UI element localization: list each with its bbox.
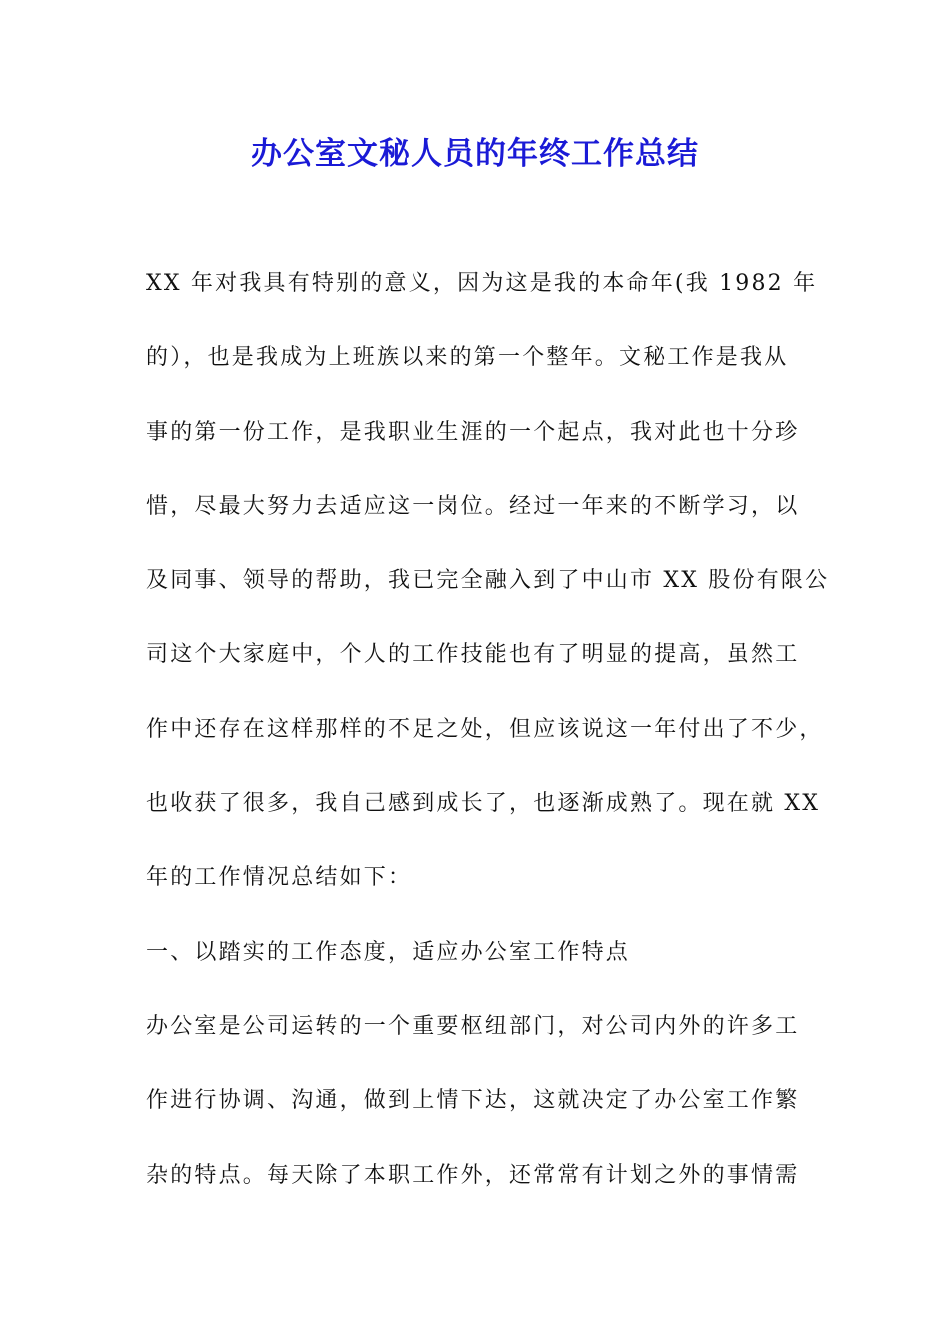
document-body	[146, 258, 830, 1224]
paragraph-line: 办公室是公司运转的一个重要枢纽部门，对公司内外的许多工	[146, 1013, 800, 1039]
document-title: 办公室文秘人员的年终工作总结	[251, 136, 699, 172]
paragraph-line: 的），也是我成为上班族以来的第一个整年。文秘工作是我从	[146, 345, 789, 371]
paragraph-line: 及同事、领导的帮助，我已完全融入到了中山市 XX 股份有限公	[146, 568, 830, 594]
paragraph-line: 杂的特点。每天除了本职工作外，还常常有计划之外的事情需	[146, 1162, 800, 1188]
paragraph-line: 惜，尽最大努力去适应这一岗位。经过一年来的不断学习，以	[146, 493, 800, 519]
paragraph-line: 事的第一份工作，是我职业生涯的一个起点，我对此也十分珍	[146, 419, 800, 445]
section-heading: 一、以踏实的工作态度，适应办公室工作特点	[146, 939, 631, 965]
paragraph-line: 作中还存在这样那样的不足之处，但应该说这一年付出了不少，	[146, 716, 824, 742]
paragraph-line: 司这个大家庭中，个人的工作技能也有了明显的提高，虽然工	[146, 642, 800, 668]
paragraph-line: 年的工作情况总结如下：	[146, 865, 413, 891]
paragraph-line: XX 年对我具有特别的意义，因为这是我的本命年(我 1982 年	[146, 271, 818, 296]
paragraph-line: 也收获了很多，我自己感到成长了，也逐渐成熟了。现在就 XX	[146, 791, 821, 817]
paragraph-line: 作进行协调、沟通，做到上情下达，这就决定了办公室工作繁	[146, 1088, 800, 1114]
